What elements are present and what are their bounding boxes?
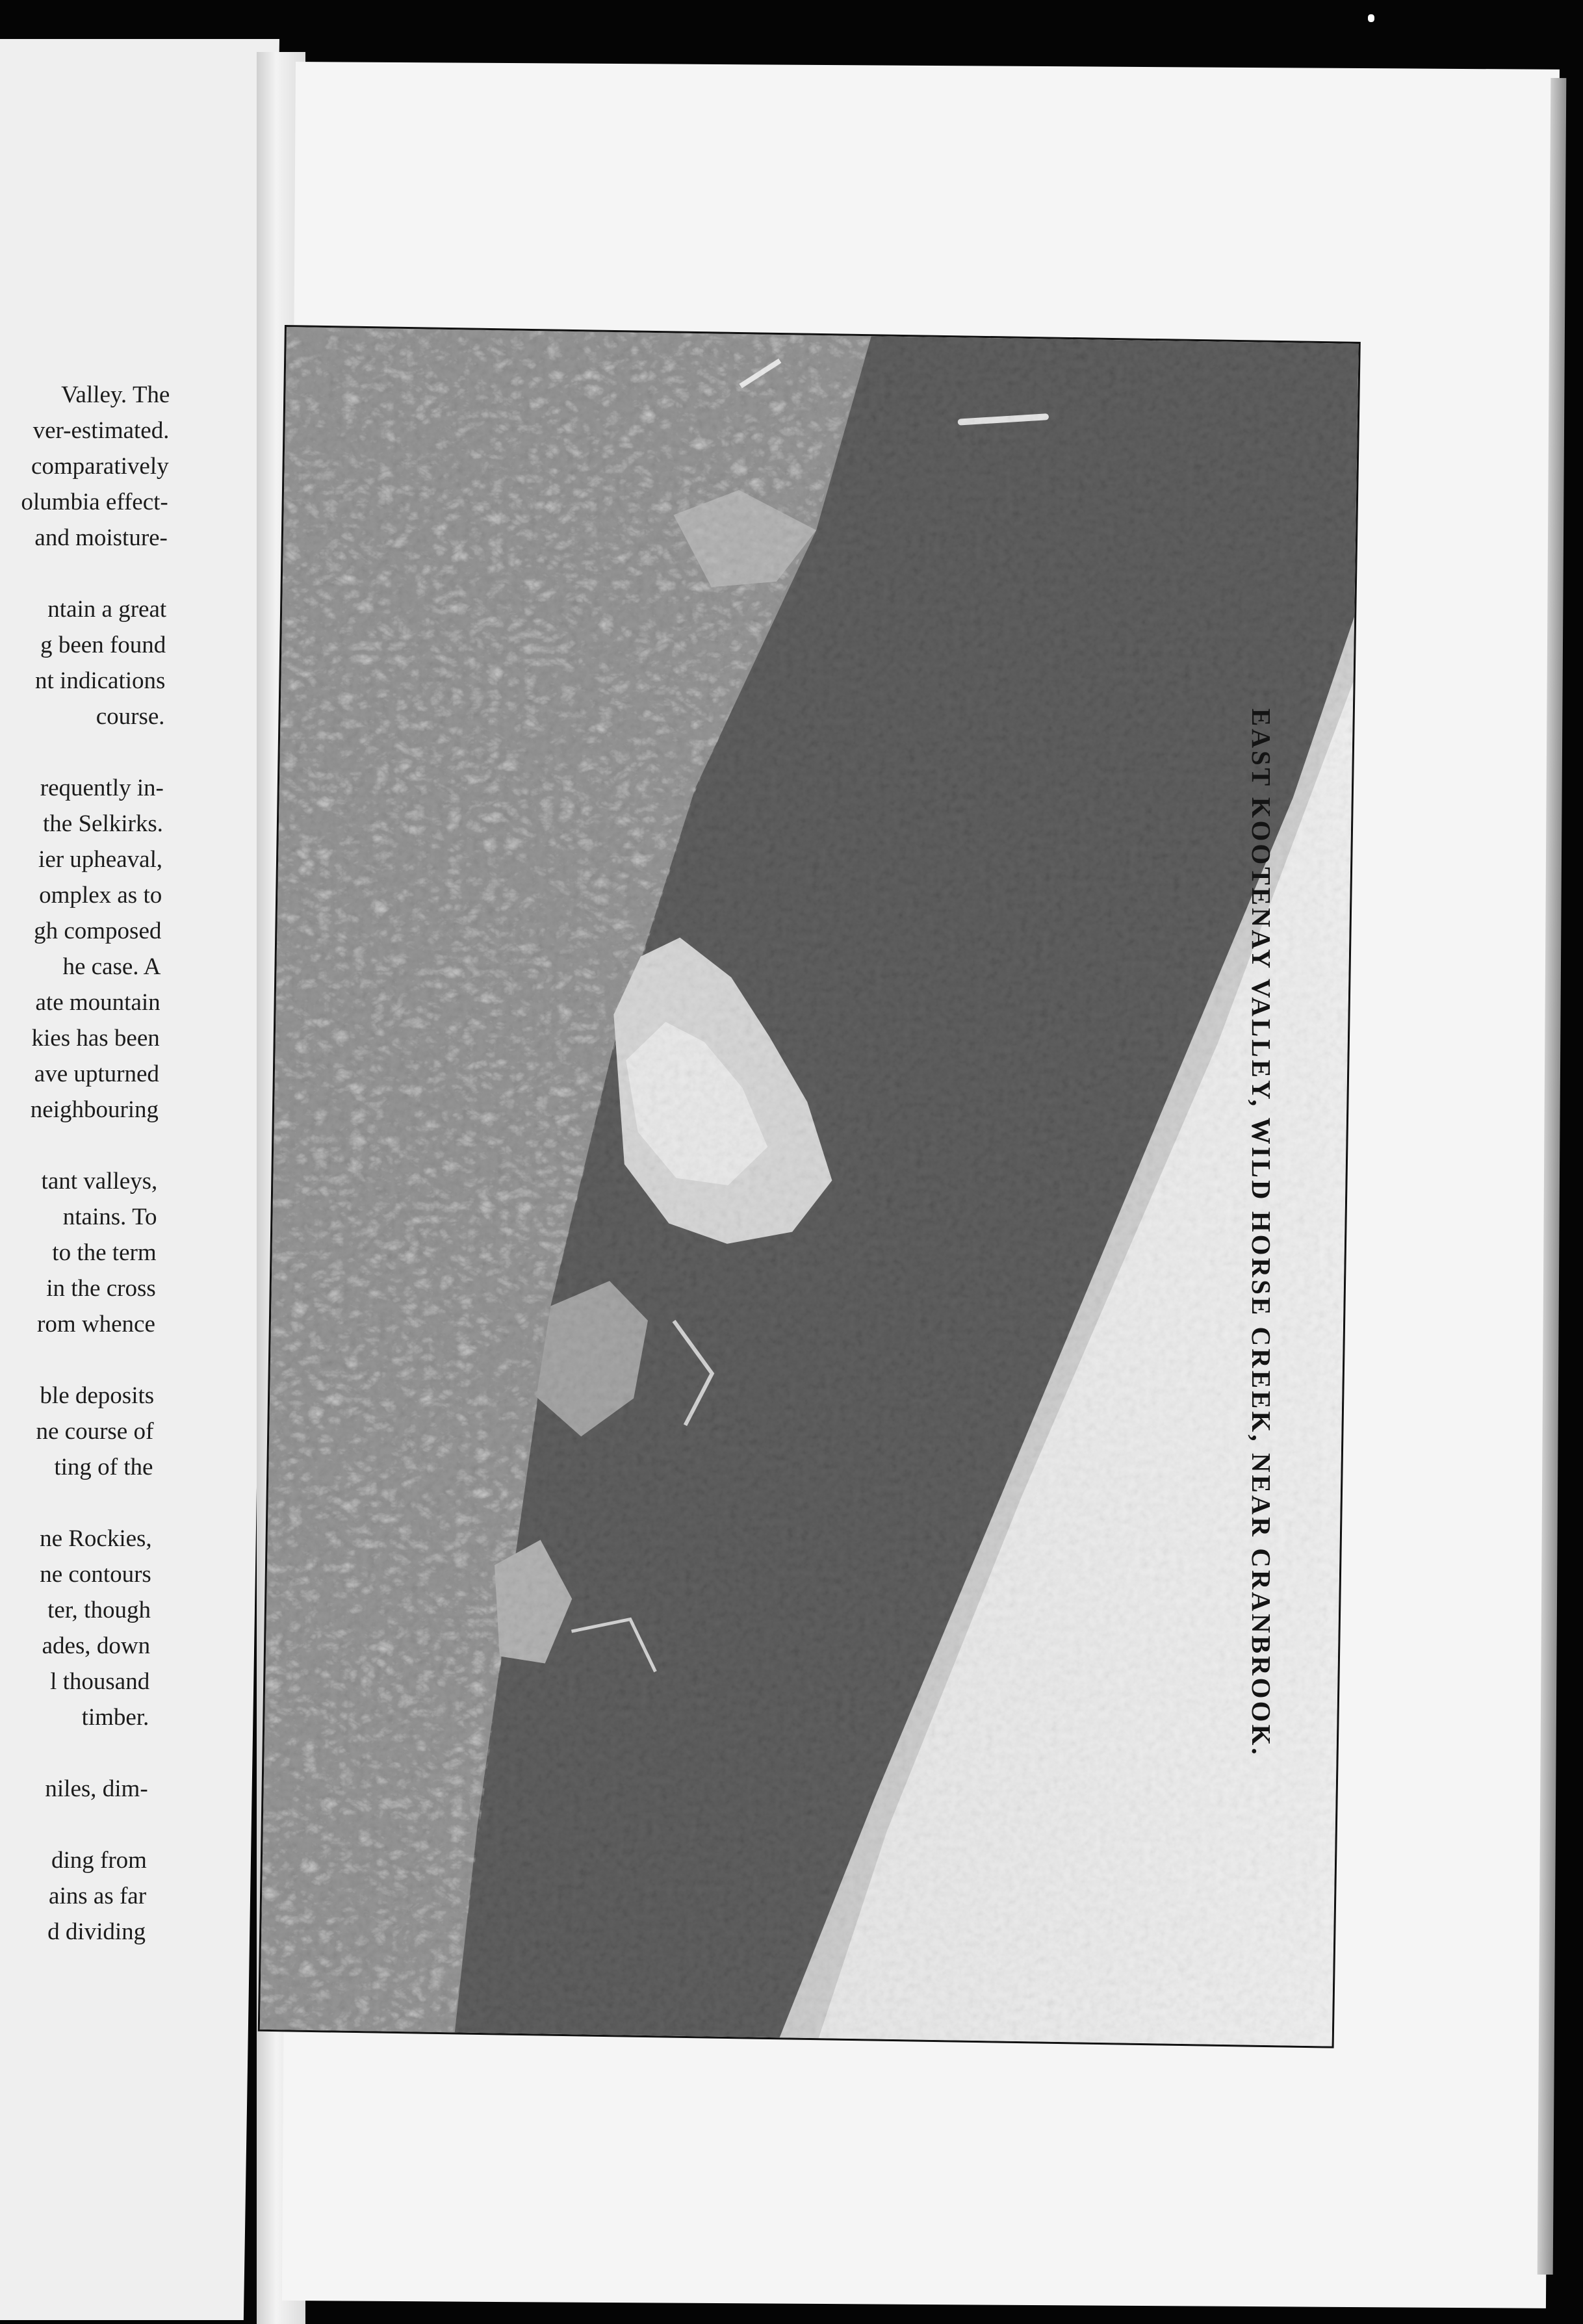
left-page-text-line: and moisture- — [34, 524, 168, 551]
left-page-text-line: nt indications — [34, 667, 166, 694]
left-page-text-line: ne course of — [36, 1418, 154, 1445]
left-page-text-line: ntains. To — [62, 1204, 157, 1230]
left-page-text-column — [0, 377, 170, 1950]
left-page-text-line — [0, 1342, 155, 1378]
left-page-text-line — [0, 556, 168, 591]
left-page-text-line: ver-estimated. — [32, 417, 170, 444]
left-page-text-line: the Selkirks. — [42, 810, 164, 837]
left-page-text-line: requently in- — [40, 775, 164, 801]
left-page-text-line: ave upturned — [34, 1061, 160, 1087]
left-page-text-line: g been found — [40, 632, 166, 658]
scan-speck — [1368, 14, 1374, 22]
left-page-text-line: neighbouring — [30, 1096, 159, 1123]
left-page-text-line: timber. — [81, 1704, 149, 1731]
left-page-text-line: ding from — [51, 1847, 148, 1874]
left-page-text-line: to the term — [52, 1239, 157, 1266]
left-page-text-line: ntain a great — [47, 596, 167, 623]
left-page-text-line: d dividing — [47, 1918, 146, 1945]
left-page-text-line: l thousand — [49, 1668, 150, 1695]
left-page-text-line: comparatively — [31, 453, 169, 480]
left-page-text-line: ble deposits — [40, 1382, 155, 1409]
left-page-text-line: kies has been — [31, 1025, 161, 1052]
left-page-text-line — [0, 1485, 153, 1521]
left-page-text-line: ains as far — [48, 1883, 147, 1909]
left-page-text-line — [0, 734, 164, 770]
left-page-text-line: ades, down — [42, 1633, 151, 1659]
left-page-text-line — [0, 1807, 148, 1842]
left-page-text-line: gh composed — [33, 918, 162, 944]
left-page-text-line: Valley. The — [60, 381, 170, 408]
left-page-text-line: he case. A — [62, 953, 161, 980]
left-page-text-line: ier upheaval, — [38, 846, 163, 873]
left-page — [0, 39, 279, 2320]
left-page-text-line — [0, 1128, 159, 1163]
left-page-text-line: ter, though — [47, 1597, 151, 1623]
left-page-text-line: ne Rockies, — [39, 1525, 153, 1552]
canyon-photograph — [260, 327, 1359, 2046]
left-page-text-line: olumbia effect- — [21, 489, 169, 515]
photo-plate — [258, 325, 1361, 2048]
left-page-text-line: ting of the — [54, 1454, 153, 1480]
plate-caption: EAST KOOTENAY VALLEY, WILD HORSE CREEK, NEAR CRANBROOK. — [1246, 708, 1276, 1757]
left-page-text-line: tant valleys, — [41, 1168, 158, 1194]
left-page-text-line: in the cross — [45, 1275, 157, 1302]
left-page-text-line — [0, 1735, 149, 1771]
left-page-text-line: ate mountain — [35, 989, 161, 1016]
left-page-text-line: course. — [96, 703, 165, 730]
left-page-text-line: omplex as to — [38, 882, 162, 909]
left-page-text-line: rom whence — [36, 1311, 156, 1337]
left-page-text-line: niles, dim- — [45, 1775, 149, 1802]
left-page-text-line: ne contours — [39, 1561, 152, 1588]
